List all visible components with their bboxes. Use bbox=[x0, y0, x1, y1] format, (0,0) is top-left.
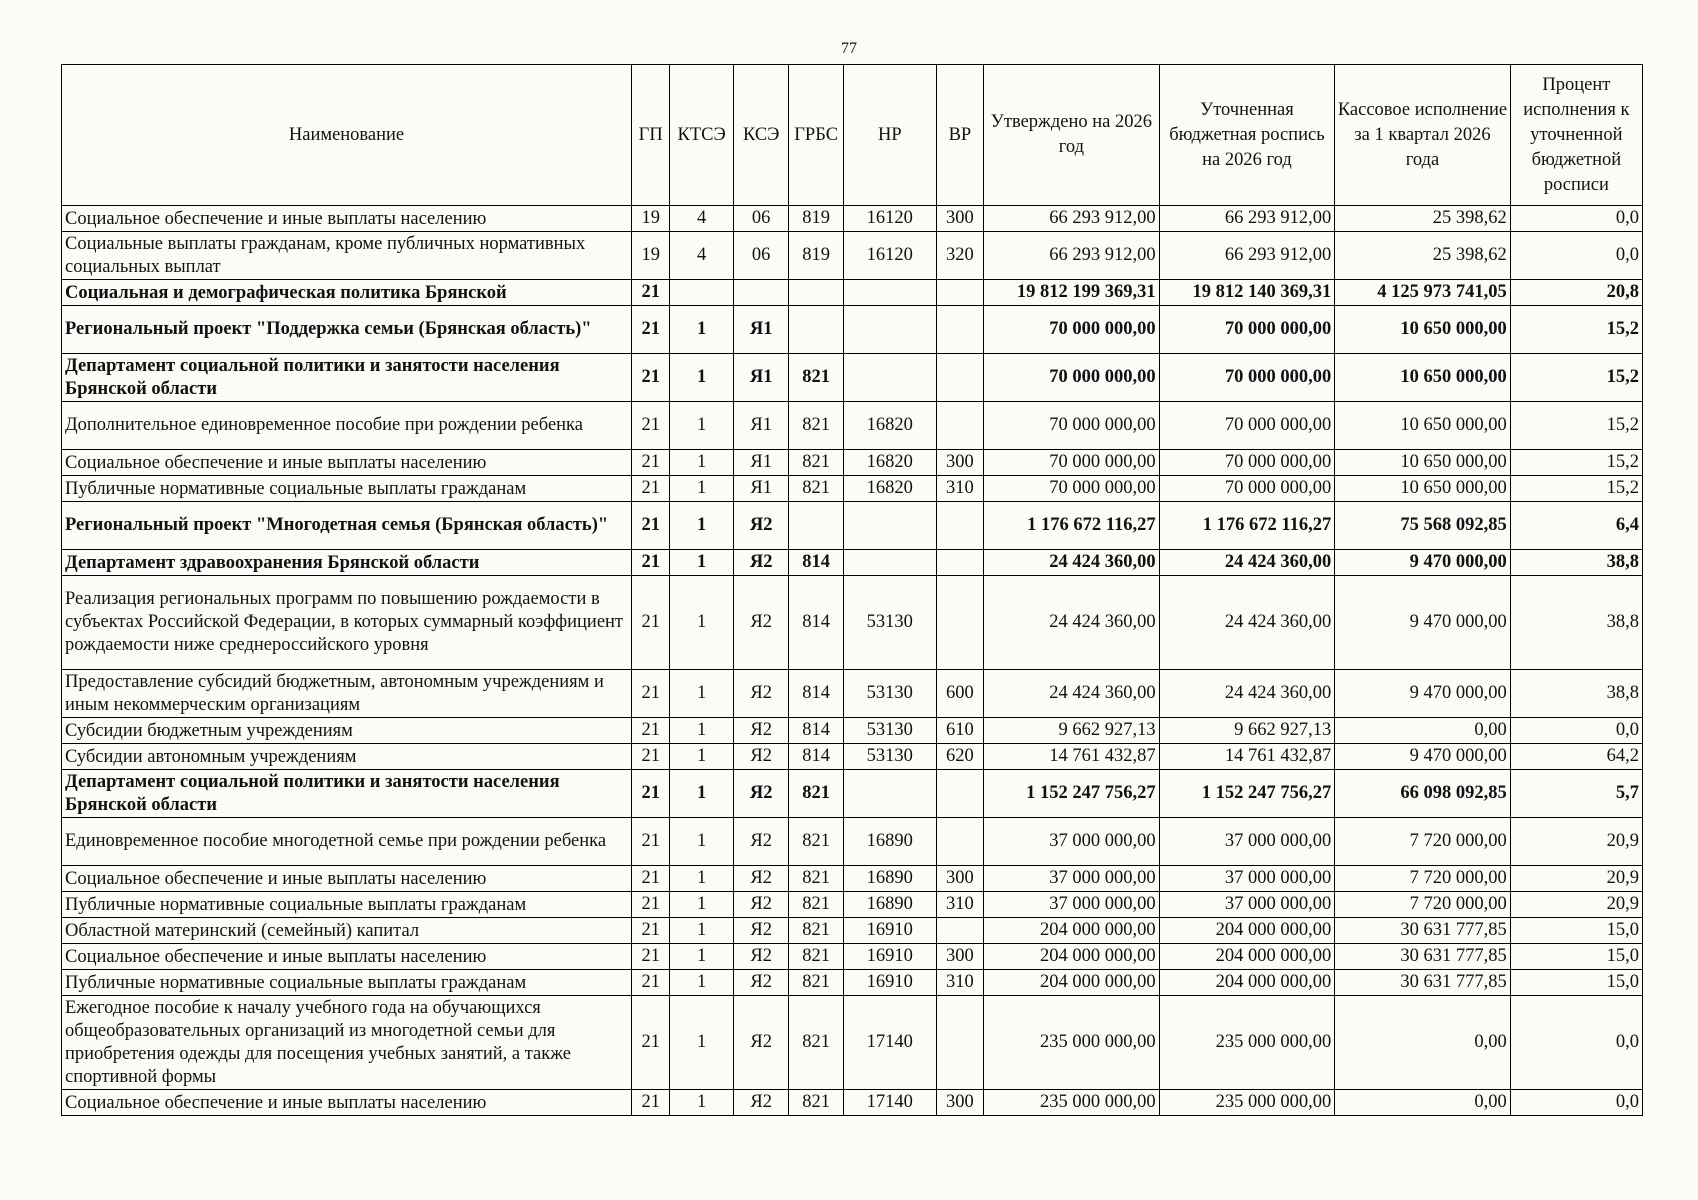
cell-grbs: 821 bbox=[789, 818, 843, 866]
header-kse: КСЭ bbox=[733, 65, 788, 206]
cell-name: Социальное обеспечение и иные выплаты населению bbox=[62, 1090, 632, 1116]
cell-vr: 310 bbox=[936, 970, 983, 996]
cell-name: Региональный проект "Многодетная семья (Брянская область)" bbox=[62, 502, 632, 550]
cell-refined: 235 000 000,00 bbox=[1159, 996, 1335, 1090]
table-row bbox=[62, 306, 1643, 354]
table-row bbox=[62, 476, 1643, 502]
cell-refined: 70 000 000,00 bbox=[1159, 306, 1335, 354]
cell-ktse: 1 bbox=[670, 770, 734, 818]
table-row bbox=[62, 770, 1643, 818]
cell-refined: 37 000 000,00 bbox=[1159, 892, 1335, 918]
cell-gp: 21 bbox=[632, 744, 670, 770]
cell-gp: 21 bbox=[632, 280, 670, 306]
cell-kse bbox=[733, 280, 788, 306]
cell-cash: 0,00 bbox=[1335, 996, 1511, 1090]
cell-refined: 9 662 927,13 bbox=[1159, 718, 1335, 744]
cell-ktse: 1 bbox=[670, 866, 734, 892]
table-row bbox=[62, 718, 1643, 744]
cell-nr: 16890 bbox=[843, 866, 936, 892]
cell-refined: 204 000 000,00 bbox=[1159, 918, 1335, 944]
cell-kse: Я2 bbox=[733, 892, 788, 918]
cell-nr: 53130 bbox=[843, 718, 936, 744]
cell-gp: 21 bbox=[632, 818, 670, 866]
cell-grbs: 821 bbox=[789, 450, 843, 476]
cell-ktse: 1 bbox=[670, 550, 734, 576]
cell-gp: 21 bbox=[632, 402, 670, 450]
cell-ktse: 1 bbox=[670, 502, 734, 550]
cell-name: Социальное обеспечение и иные выплаты населению bbox=[62, 944, 632, 970]
cell-kse: Я2 bbox=[733, 970, 788, 996]
cell-grbs: 819 bbox=[789, 232, 843, 280]
cell-percent: 20,9 bbox=[1510, 818, 1642, 866]
cell-approved: 66 293 912,00 bbox=[984, 232, 1160, 280]
cell-kse: Я2 bbox=[733, 996, 788, 1090]
cell-name: Ежегодное пособие к началу учебного года на обучающихся общеобразовательных организаций из многодетной семьи для приобретения одежды для посещения учебных занятий, а также спортивной формы bbox=[62, 996, 632, 1090]
cell-name: Публичные нормативные социальные выплаты гражданам bbox=[62, 970, 632, 996]
cell-approved: 1 176 672 116,27 bbox=[984, 502, 1160, 550]
cell-percent: 38,8 bbox=[1510, 670, 1642, 718]
cell-vr bbox=[936, 402, 983, 450]
cell-nr: 17140 bbox=[843, 996, 936, 1090]
cell-gp: 21 bbox=[632, 306, 670, 354]
budget-table bbox=[61, 64, 1643, 1116]
cell-kse: Я2 bbox=[733, 718, 788, 744]
cell-vr: 300 bbox=[936, 866, 983, 892]
cell-kse: Я2 bbox=[733, 770, 788, 818]
header-row bbox=[62, 65, 1643, 206]
cell-cash: 10 650 000,00 bbox=[1335, 402, 1511, 450]
cell-nr bbox=[843, 280, 936, 306]
cell-nr: 16820 bbox=[843, 476, 936, 502]
cell-approved: 1 152 247 756,27 bbox=[984, 770, 1160, 818]
cell-grbs: 814 bbox=[789, 670, 843, 718]
cell-cash: 25 398,62 bbox=[1335, 232, 1511, 280]
cell-gp: 21 bbox=[632, 944, 670, 970]
cell-approved: 9 662 927,13 bbox=[984, 718, 1160, 744]
cell-kse: Я2 bbox=[733, 818, 788, 866]
header-gp: ГП bbox=[632, 65, 670, 206]
cell-vr: 310 bbox=[936, 892, 983, 918]
cell-grbs: 821 bbox=[789, 866, 843, 892]
table-row bbox=[62, 450, 1643, 476]
table-row bbox=[62, 670, 1643, 718]
cell-cash: 10 650 000,00 bbox=[1335, 450, 1511, 476]
cell-ktse: 1 bbox=[670, 892, 734, 918]
cell-grbs: 814 bbox=[789, 718, 843, 744]
cell-percent: 0,0 bbox=[1510, 206, 1642, 232]
cell-ktse: 4 bbox=[670, 232, 734, 280]
cell-kse: Я2 bbox=[733, 1090, 788, 1116]
cell-approved: 37 000 000,00 bbox=[984, 818, 1160, 866]
cell-gp: 19 bbox=[632, 232, 670, 280]
cell-grbs: 821 bbox=[789, 1090, 843, 1116]
cell-nr: 16120 bbox=[843, 206, 936, 232]
cell-refined: 24 424 360,00 bbox=[1159, 550, 1335, 576]
cell-kse: 06 bbox=[733, 206, 788, 232]
cell-cash: 30 631 777,85 bbox=[1335, 944, 1511, 970]
cell-nr: 16820 bbox=[843, 402, 936, 450]
cell-cash: 9 470 000,00 bbox=[1335, 670, 1511, 718]
cell-cash: 9 470 000,00 bbox=[1335, 550, 1511, 576]
header-ktse: КТСЭ bbox=[670, 65, 734, 206]
cell-nr: 16910 bbox=[843, 918, 936, 944]
cell-refined: 70 000 000,00 bbox=[1159, 450, 1335, 476]
cell-kse: Я2 bbox=[733, 550, 788, 576]
cell-gp: 21 bbox=[632, 450, 670, 476]
cell-percent: 6,4 bbox=[1510, 502, 1642, 550]
cell-refined: 37 000 000,00 bbox=[1159, 866, 1335, 892]
cell-name: Социальные выплаты гражданам, кроме публичных нормативных социальных выплат bbox=[62, 232, 632, 280]
cell-kse: Я2 bbox=[733, 576, 788, 670]
page-number: 77 bbox=[841, 40, 857, 57]
cell-percent: 15,0 bbox=[1510, 970, 1642, 996]
cell-grbs bbox=[789, 306, 843, 354]
cell-percent: 0,0 bbox=[1510, 996, 1642, 1090]
cell-cash: 7 720 000,00 bbox=[1335, 866, 1511, 892]
cell-approved: 37 000 000,00 bbox=[984, 866, 1160, 892]
cell-grbs: 819 bbox=[789, 206, 843, 232]
cell-ktse: 1 bbox=[670, 818, 734, 866]
cell-gp: 21 bbox=[632, 970, 670, 996]
cell-refined: 24 424 360,00 bbox=[1159, 670, 1335, 718]
cell-nr bbox=[843, 770, 936, 818]
cell-vr bbox=[936, 502, 983, 550]
table-row bbox=[62, 232, 1643, 280]
cell-nr: 16890 bbox=[843, 818, 936, 866]
cell-cash: 0,00 bbox=[1335, 718, 1511, 744]
cell-vr: 600 bbox=[936, 670, 983, 718]
cell-refined: 1 152 247 756,27 bbox=[1159, 770, 1335, 818]
cell-kse: Я2 bbox=[733, 744, 788, 770]
cell-approved: 235 000 000,00 bbox=[984, 1090, 1160, 1116]
cell-approved: 14 761 432,87 bbox=[984, 744, 1160, 770]
cell-cash: 66 098 092,85 bbox=[1335, 770, 1511, 818]
cell-grbs: 814 bbox=[789, 550, 843, 576]
cell-cash: 30 631 777,85 bbox=[1335, 918, 1511, 944]
cell-nr bbox=[843, 550, 936, 576]
cell-ktse: 1 bbox=[670, 576, 734, 670]
cell-refined: 37 000 000,00 bbox=[1159, 818, 1335, 866]
cell-ktse: 1 bbox=[670, 476, 734, 502]
cell-kse: Я1 bbox=[733, 402, 788, 450]
cell-approved: 204 000 000,00 bbox=[984, 970, 1160, 996]
table-row bbox=[62, 970, 1643, 996]
cell-gp: 21 bbox=[632, 866, 670, 892]
table-row bbox=[62, 744, 1643, 770]
cell-ktse: 1 bbox=[670, 354, 734, 402]
cell-percent: 38,8 bbox=[1510, 550, 1642, 576]
header-vr: ВР bbox=[936, 65, 983, 206]
cell-approved: 24 424 360,00 bbox=[984, 670, 1160, 718]
cell-gp: 21 bbox=[632, 670, 670, 718]
cell-vr bbox=[936, 306, 983, 354]
header-cash: Кассовое исполнение за 1 квартал 2026 года bbox=[1335, 65, 1511, 206]
cell-cash: 7 720 000,00 bbox=[1335, 818, 1511, 866]
cell-vr bbox=[936, 996, 983, 1090]
cell-name: Субсидии автономным учреждениям bbox=[62, 744, 632, 770]
cell-vr: 300 bbox=[936, 944, 983, 970]
cell-approved: 70 000 000,00 bbox=[984, 402, 1160, 450]
table-row bbox=[62, 818, 1643, 866]
table-row bbox=[62, 996, 1643, 1090]
cell-nr: 16890 bbox=[843, 892, 936, 918]
cell-ktse: 1 bbox=[670, 402, 734, 450]
cell-nr: 53130 bbox=[843, 670, 936, 718]
cell-grbs: 821 bbox=[789, 970, 843, 996]
cell-name: Социальное обеспечение и иные выплаты населению bbox=[62, 206, 632, 232]
cell-percent: 20,8 bbox=[1510, 280, 1642, 306]
cell-refined: 70 000 000,00 bbox=[1159, 402, 1335, 450]
cell-vr bbox=[936, 550, 983, 576]
cell-percent: 15,2 bbox=[1510, 450, 1642, 476]
cell-name: Социальная и демографическая политика Брянской bbox=[62, 280, 632, 306]
cell-percent: 38,8 bbox=[1510, 576, 1642, 670]
cell-name: Дополнительное единовременное пособие при рождении ребенка bbox=[62, 402, 632, 450]
cell-name: Субсидии бюджетным учреждениям bbox=[62, 718, 632, 744]
cell-vr bbox=[936, 576, 983, 670]
cell-vr: 310 bbox=[936, 476, 983, 502]
header-nr: НР bbox=[843, 65, 936, 206]
table-row bbox=[62, 354, 1643, 402]
cell-grbs: 821 bbox=[789, 402, 843, 450]
cell-gp: 21 bbox=[632, 502, 670, 550]
header-percent: Процент исполнения к уточненной бюджетной росписи bbox=[1510, 65, 1642, 206]
cell-vr: 320 bbox=[936, 232, 983, 280]
cell-grbs: 814 bbox=[789, 576, 843, 670]
cell-percent: 0,0 bbox=[1510, 232, 1642, 280]
cell-kse: Я2 bbox=[733, 866, 788, 892]
header-grbs: ГРБС bbox=[789, 65, 843, 206]
cell-kse: Я1 bbox=[733, 476, 788, 502]
table-row bbox=[62, 576, 1643, 670]
cell-nr bbox=[843, 354, 936, 402]
cell-approved: 66 293 912,00 bbox=[984, 206, 1160, 232]
cell-nr bbox=[843, 306, 936, 354]
cell-nr: 17140 bbox=[843, 1090, 936, 1116]
cell-approved: 24 424 360,00 bbox=[984, 550, 1160, 576]
cell-gp: 19 bbox=[632, 206, 670, 232]
table-row bbox=[62, 402, 1643, 450]
cell-cash: 10 650 000,00 bbox=[1335, 354, 1511, 402]
cell-approved: 70 000 000,00 bbox=[984, 306, 1160, 354]
cell-refined: 1 176 672 116,27 bbox=[1159, 502, 1335, 550]
table-row bbox=[62, 502, 1643, 550]
table-row bbox=[62, 918, 1643, 944]
cell-cash: 9 470 000,00 bbox=[1335, 576, 1511, 670]
table-row bbox=[62, 280, 1643, 306]
cell-cash: 75 568 092,85 bbox=[1335, 502, 1511, 550]
cell-name: Предоставление субсидий бюджетным, автономным учреждениям и иным некоммерческим организациям bbox=[62, 670, 632, 718]
cell-refined: 70 000 000,00 bbox=[1159, 354, 1335, 402]
cell-name: Областной материнский (семейный) капитал bbox=[62, 918, 632, 944]
cell-approved: 37 000 000,00 bbox=[984, 892, 1160, 918]
cell-nr: 53130 bbox=[843, 576, 936, 670]
cell-refined: 204 000 000,00 bbox=[1159, 944, 1335, 970]
cell-gp: 21 bbox=[632, 718, 670, 744]
cell-refined: 66 293 912,00 bbox=[1159, 206, 1335, 232]
cell-vr: 300 bbox=[936, 206, 983, 232]
cell-nr: 16910 bbox=[843, 970, 936, 996]
cell-ktse: 1 bbox=[670, 1090, 734, 1116]
cell-nr: 16910 bbox=[843, 944, 936, 970]
cell-percent: 15,2 bbox=[1510, 476, 1642, 502]
cell-gp: 21 bbox=[632, 918, 670, 944]
cell-ktse: 1 bbox=[670, 718, 734, 744]
cell-kse: Я2 bbox=[733, 502, 788, 550]
cell-gp: 21 bbox=[632, 550, 670, 576]
cell-name: Публичные нормативные социальные выплаты гражданам bbox=[62, 476, 632, 502]
cell-kse: Я1 bbox=[733, 306, 788, 354]
cell-percent: 15,0 bbox=[1510, 918, 1642, 944]
header-approved: Утверждено на 2026 год bbox=[984, 65, 1160, 206]
cell-gp: 21 bbox=[632, 892, 670, 918]
cell-refined: 14 761 432,87 bbox=[1159, 744, 1335, 770]
cell-vr bbox=[936, 770, 983, 818]
cell-gp: 21 bbox=[632, 770, 670, 818]
cell-nr: 16120 bbox=[843, 232, 936, 280]
cell-cash: 10 650 000,00 bbox=[1335, 476, 1511, 502]
cell-nr: 16820 bbox=[843, 450, 936, 476]
cell-gp: 21 bbox=[632, 354, 670, 402]
table-row bbox=[62, 206, 1643, 232]
table-body bbox=[62, 206, 1643, 1116]
cell-grbs: 821 bbox=[789, 918, 843, 944]
cell-grbs: 821 bbox=[789, 770, 843, 818]
cell-gp: 21 bbox=[632, 1090, 670, 1116]
cell-approved: 235 000 000,00 bbox=[984, 996, 1160, 1090]
cell-kse: Я2 bbox=[733, 670, 788, 718]
cell-vr bbox=[936, 354, 983, 402]
cell-approved: 70 000 000,00 bbox=[984, 476, 1160, 502]
cell-kse: Я1 bbox=[733, 450, 788, 476]
cell-approved: 70 000 000,00 bbox=[984, 354, 1160, 402]
cell-grbs: 821 bbox=[789, 354, 843, 402]
cell-name: Департамент социальной политики и занятости населения Брянской области bbox=[62, 770, 632, 818]
cell-percent: 5,7 bbox=[1510, 770, 1642, 818]
cell-vr: 620 bbox=[936, 744, 983, 770]
cell-name: Региональный проект "Поддержка семьи (Брянская область)" bbox=[62, 306, 632, 354]
cell-approved: 19 812 199 369,31 bbox=[984, 280, 1160, 306]
cell-cash: 9 470 000,00 bbox=[1335, 744, 1511, 770]
cell-percent: 15,2 bbox=[1510, 402, 1642, 450]
cell-refined: 66 293 912,00 bbox=[1159, 232, 1335, 280]
cell-refined: 70 000 000,00 bbox=[1159, 476, 1335, 502]
cell-grbs: 821 bbox=[789, 892, 843, 918]
cell-refined: 19 812 140 369,31 bbox=[1159, 280, 1335, 306]
cell-gp: 21 bbox=[632, 996, 670, 1090]
cell-percent: 0,0 bbox=[1510, 1090, 1642, 1116]
cell-cash: 7 720 000,00 bbox=[1335, 892, 1511, 918]
cell-approved: 70 000 000,00 bbox=[984, 450, 1160, 476]
cell-percent: 15,2 bbox=[1510, 306, 1642, 354]
cell-cash: 10 650 000,00 bbox=[1335, 306, 1511, 354]
header-refined: Уточненная бюджетная роспись на 2026 год bbox=[1159, 65, 1335, 206]
cell-cash: 25 398,62 bbox=[1335, 206, 1511, 232]
table-row bbox=[62, 944, 1643, 970]
cell-name: Департамент здравоохранения Брянской области bbox=[62, 550, 632, 576]
table-row bbox=[62, 1090, 1643, 1116]
table-header bbox=[62, 65, 1643, 206]
table-row bbox=[62, 866, 1643, 892]
cell-approved: 24 424 360,00 bbox=[984, 576, 1160, 670]
cell-ktse: 1 bbox=[670, 944, 734, 970]
cell-approved: 204 000 000,00 bbox=[984, 944, 1160, 970]
cell-vr bbox=[936, 918, 983, 944]
cell-name: Единовременное пособие многодетной семье при рождении ребенка bbox=[62, 818, 632, 866]
cell-name: Департамент социальной политики и занятости населения Брянской области bbox=[62, 354, 632, 402]
cell-grbs bbox=[789, 280, 843, 306]
cell-cash: 0,00 bbox=[1335, 1090, 1511, 1116]
cell-percent: 15,0 bbox=[1510, 944, 1642, 970]
cell-ktse: 1 bbox=[670, 970, 734, 996]
table-row bbox=[62, 892, 1643, 918]
cell-ktse: 1 bbox=[670, 744, 734, 770]
cell-cash: 30 631 777,85 bbox=[1335, 970, 1511, 996]
cell-kse: Я2 bbox=[733, 944, 788, 970]
cell-ktse: 4 bbox=[670, 206, 734, 232]
cell-refined: 204 000 000,00 bbox=[1159, 970, 1335, 996]
cell-vr: 300 bbox=[936, 1090, 983, 1116]
cell-grbs: 821 bbox=[789, 944, 843, 970]
table-row bbox=[62, 550, 1643, 576]
cell-cash: 4 125 973 741,05 bbox=[1335, 280, 1511, 306]
cell-grbs: 821 bbox=[789, 996, 843, 1090]
cell-gp: 21 bbox=[632, 576, 670, 670]
cell-vr: 610 bbox=[936, 718, 983, 744]
cell-kse: Я1 bbox=[733, 354, 788, 402]
cell-kse: 06 bbox=[733, 232, 788, 280]
cell-percent: 20,9 bbox=[1510, 866, 1642, 892]
cell-vr bbox=[936, 818, 983, 866]
cell-percent: 0,0 bbox=[1510, 718, 1642, 744]
cell-percent: 15,2 bbox=[1510, 354, 1642, 402]
cell-name: Публичные нормативные социальные выплаты гражданам bbox=[62, 892, 632, 918]
cell-ktse: 1 bbox=[670, 918, 734, 944]
cell-vr bbox=[936, 280, 983, 306]
cell-ktse bbox=[670, 280, 734, 306]
cell-vr: 300 bbox=[936, 450, 983, 476]
cell-nr: 53130 bbox=[843, 744, 936, 770]
cell-ktse: 1 bbox=[670, 306, 734, 354]
cell-kse: Я2 bbox=[733, 918, 788, 944]
cell-grbs: 821 bbox=[789, 476, 843, 502]
cell-nr bbox=[843, 502, 936, 550]
cell-name: Реализация региональных программ по повышению рождаемости в субъектах Российской Федерации, в которых суммарный коэффициент рождаемости ниже среднероссийского уровня bbox=[62, 576, 632, 670]
header-name: Наименование bbox=[62, 65, 632, 206]
cell-name: Социальное обеспечение и иные выплаты населению bbox=[62, 866, 632, 892]
cell-grbs bbox=[789, 502, 843, 550]
cell-ktse: 1 bbox=[670, 670, 734, 718]
cell-ktse: 1 bbox=[670, 996, 734, 1090]
cell-approved: 204 000 000,00 bbox=[984, 918, 1160, 944]
cell-refined: 235 000 000,00 bbox=[1159, 1090, 1335, 1116]
cell-ktse: 1 bbox=[670, 450, 734, 476]
cell-gp: 21 bbox=[632, 476, 670, 502]
cell-percent: 20,9 bbox=[1510, 892, 1642, 918]
cell-name: Социальное обеспечение и иные выплаты населению bbox=[62, 450, 632, 476]
cell-percent: 64,2 bbox=[1510, 744, 1642, 770]
cell-grbs: 814 bbox=[789, 744, 843, 770]
cell-refined: 24 424 360,00 bbox=[1159, 576, 1335, 670]
